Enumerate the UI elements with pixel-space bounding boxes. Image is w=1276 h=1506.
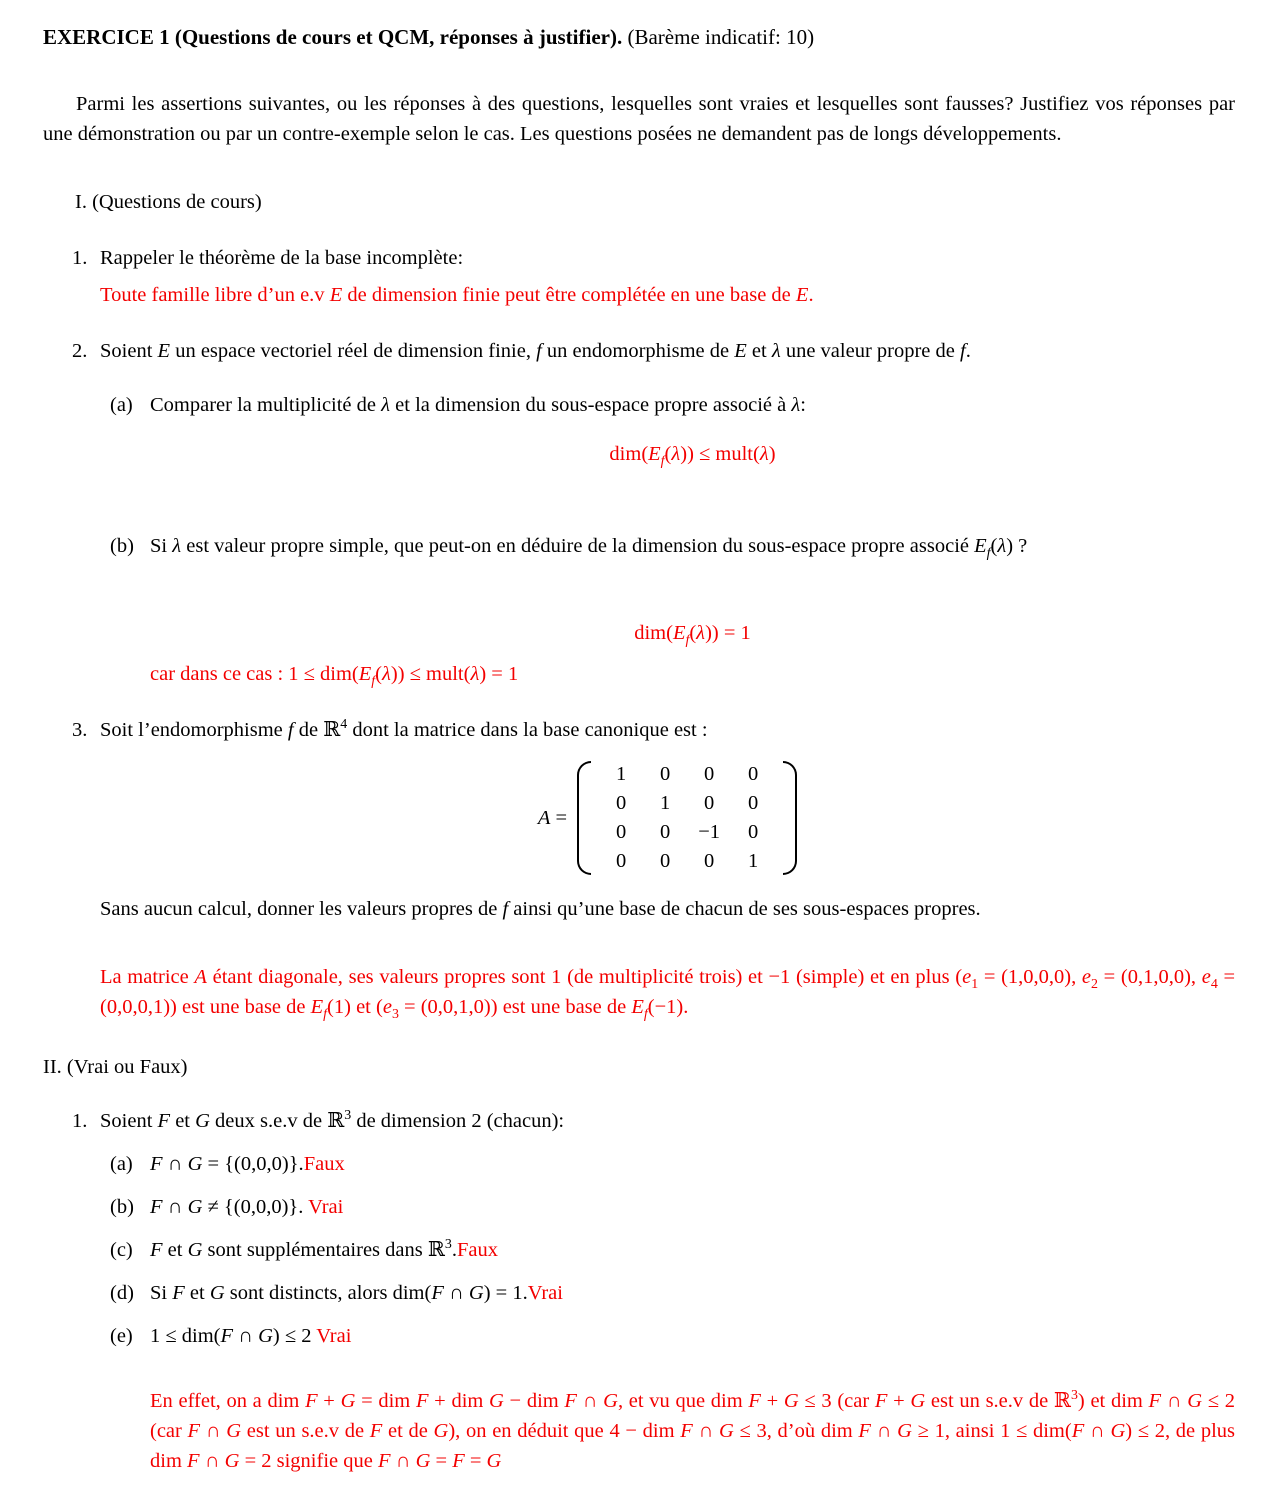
matrix-cell: 0 [747, 792, 759, 814]
matrix-cell: 0 [659, 821, 671, 843]
matrix-row [599, 847, 775, 876]
bareme-note: (Barème indicatif: 10) [627, 25, 815, 49]
question-2a [100, 390, 1235, 469]
exercise-title-bold: EXERCICE 1 (Questions de cours et QCM, réponses à justifier). [43, 25, 623, 49]
question-2-text: Soient E un espace vectoriel réel de dimension finie, f un endomorphisme de E et λ une valeur propre de f. [100, 340, 971, 362]
vf-item-a-line [150, 1149, 1235, 1179]
question-2b-answer-formula: $dim(E_f(\lambda)) = 1$ [634, 622, 751, 649]
vf-question-1-text: Soient F et G deux s.e.v de ℝ$^3$ de dimension 2 (chacun): [100, 1108, 565, 1132]
matrix-cell: 0 [659, 763, 671, 785]
vf-item-e-statement: 1 ≤ dim(F ∩ G) ≤ 2 [150, 1325, 317, 1347]
question-1-number: 1. [72, 247, 88, 269]
vf-item-a-verdict: Faux [303, 1153, 345, 1175]
vf-item-d-verdict: Vrai [527, 1282, 563, 1304]
matrix-cell: 0 [703, 792, 715, 814]
matrix-cell: −1 [698, 821, 721, 843]
question-2 [72, 336, 1235, 689]
vf-question-1-number: 1. [72, 1110, 88, 1132]
vf-question-1 [72, 1106, 1235, 1476]
vf-item-b-label: (b) [110, 1196, 134, 1218]
matrix-cell: 1 [747, 850, 759, 872]
matrix-right-paren [783, 761, 797, 875]
question-3-answer: La matrice A étant diagonale, ses valeurs propres sont 1 (de multiplicité trois) et −1 (simple) et en plus ($e_1 = (1,0,0,0)$, $e_2 = (0,1,0,0)$, $e_4 = (0,0,0,1)$) est une base de $E_f(1)$ et $(e_3 = (0,0,1,0))$ est une base de $E_f(-1)$. [100, 966, 1236, 1023]
matrix-cell: 0 [615, 792, 627, 814]
question-2-number: 2. [72, 340, 88, 362]
vf-item-e [100, 1321, 1235, 1351]
question-1-text: Rappeler le théorème de la base incomplète: [100, 247, 464, 269]
matrix-row [599, 789, 775, 818]
question-1 [72, 243, 1235, 310]
vf-justification: En effet, on a dim F + G = dim F + dim G − dim F ∩ G, et vu que dim F + G ≤ 3 (car F + G est un s.e.v de ℝ$^3$) et dim F ∩ G ≤ 2 (car F ∩ G est un s.e.v de F et de G), on en déduit que 4 − dim F ∩ G ≤ 3, d’où dim F ∩ G ≥ 1, ainsi 1 ≤ dim(F ∩ G) ≤ 2, de plus dim F ∩ G = 2 signifie que F ∩ G = F = G [150, 1388, 1236, 1472]
section-1-heading [75, 187, 1235, 217]
exercise-title [43, 22, 1235, 52]
matrix-left-paren [577, 761, 591, 875]
vf-item-b-line [150, 1192, 1235, 1222]
matrix-row [599, 760, 775, 789]
vf-item-c-label: (c) [110, 1239, 133, 1261]
vf-item-a-label: (a) [110, 1153, 133, 1175]
section-2-title: (Vrai ou Faux) [66, 1056, 188, 1078]
matrix-cell: 0 [747, 763, 759, 785]
matrix-cell: 0 [659, 850, 671, 872]
vf-item-c-statement: F et G sont supplémentaires dans ℝ$^3$. [150, 1237, 457, 1261]
section-1-title: (Questions de cours) [92, 191, 262, 213]
vf-item-a-statement: F ∩ G = {(0,0,0)}. [150, 1153, 304, 1175]
vf-item-b [100, 1192, 1235, 1222]
vf-item-e-label: (e) [110, 1325, 133, 1347]
section-2-label: II. [43, 1056, 62, 1078]
matrix-cell: 1 [615, 763, 627, 785]
matrix-display [100, 759, 1235, 877]
vf-item-c-verdict: Faux [456, 1239, 498, 1261]
vf-item-d-statement: Si F et G sont distincts, alors dim(F ∩ G) = 1. [150, 1282, 528, 1304]
vf-item-e-verdict: Vrai [316, 1325, 352, 1347]
intro-paragraph: Parmi les assertions suivantes, ou les réponses à des questions, lesquelles sont vraies et lesquelles sont fausses? Justifiez vos réponses par une démonstration ou par un contre-exemple selon le cas. Les questions posées ne demandent pas de longs développements. [43, 93, 1235, 145]
matrix-cell: 1 [659, 792, 671, 814]
vf-item-c [100, 1235, 1235, 1265]
matrix-cell: 0 [615, 850, 627, 872]
vf-item-a [100, 1149, 1235, 1179]
question-1-answer: Toute famille libre d’un e.v E de dimension finie peut être complétée en une base de E. [100, 284, 814, 306]
vf-item-e-line [150, 1321, 1235, 1351]
matrix-cell: 0 [615, 821, 627, 843]
question-2b-label: (b) [110, 535, 134, 557]
matrix-cell: 0 [703, 763, 715, 785]
matrix-lhs: A = [537, 807, 568, 829]
question-3 [72, 715, 1235, 1022]
question-3-number: 3. [72, 719, 88, 741]
question-2b-answer-note: car dans ce cas : $1 \le dim(E_f(\lambda))$ ≤ mult(λ) = 1 [150, 663, 519, 690]
question-3-text: Soit l’endomorphisme f de ℝ$^4$ dont la matrice dans la base canonique est : [100, 717, 708, 741]
section-1-label: I. [75, 191, 87, 213]
vf-item-d [100, 1278, 1235, 1308]
section-2-heading [43, 1052, 1235, 1082]
matrix-grid [591, 759, 783, 877]
matrix-cell: 0 [703, 850, 715, 872]
matrix-cell: 0 [747, 821, 759, 843]
vf-item-b-verdict: Vrai [308, 1196, 344, 1218]
vf-item-d-line [150, 1278, 1235, 1308]
question-2b-text: Si λ est valeur propre simple, que peut-on en déduire de la dimension du sous-espace propre associé $E_f(\lambda)$ ? [150, 535, 1028, 562]
question-3-followup: Sans aucun calcul, donner les valeurs propres de f ainsi qu’une base de chacun de ses sous-espaces propres. [100, 898, 981, 920]
question-2b [100, 531, 1235, 689]
matrix-row [599, 818, 775, 847]
question-2a-text: Comparer la multiplicité de λ et la dimension du sous-espace propre associé à λ: [150, 394, 806, 416]
question-2a-answer-formula: $dim(E_f(\lambda))$ ≤ mult(λ) [609, 443, 776, 470]
question-2a-label: (a) [110, 394, 133, 416]
vf-list [100, 1149, 1235, 1351]
vf-item-c-line [150, 1235, 1235, 1265]
vf-item-d-label: (d) [110, 1282, 134, 1304]
vf-item-b-statement: F ∩ G ≠ {(0,0,0)}. [150, 1196, 309, 1218]
